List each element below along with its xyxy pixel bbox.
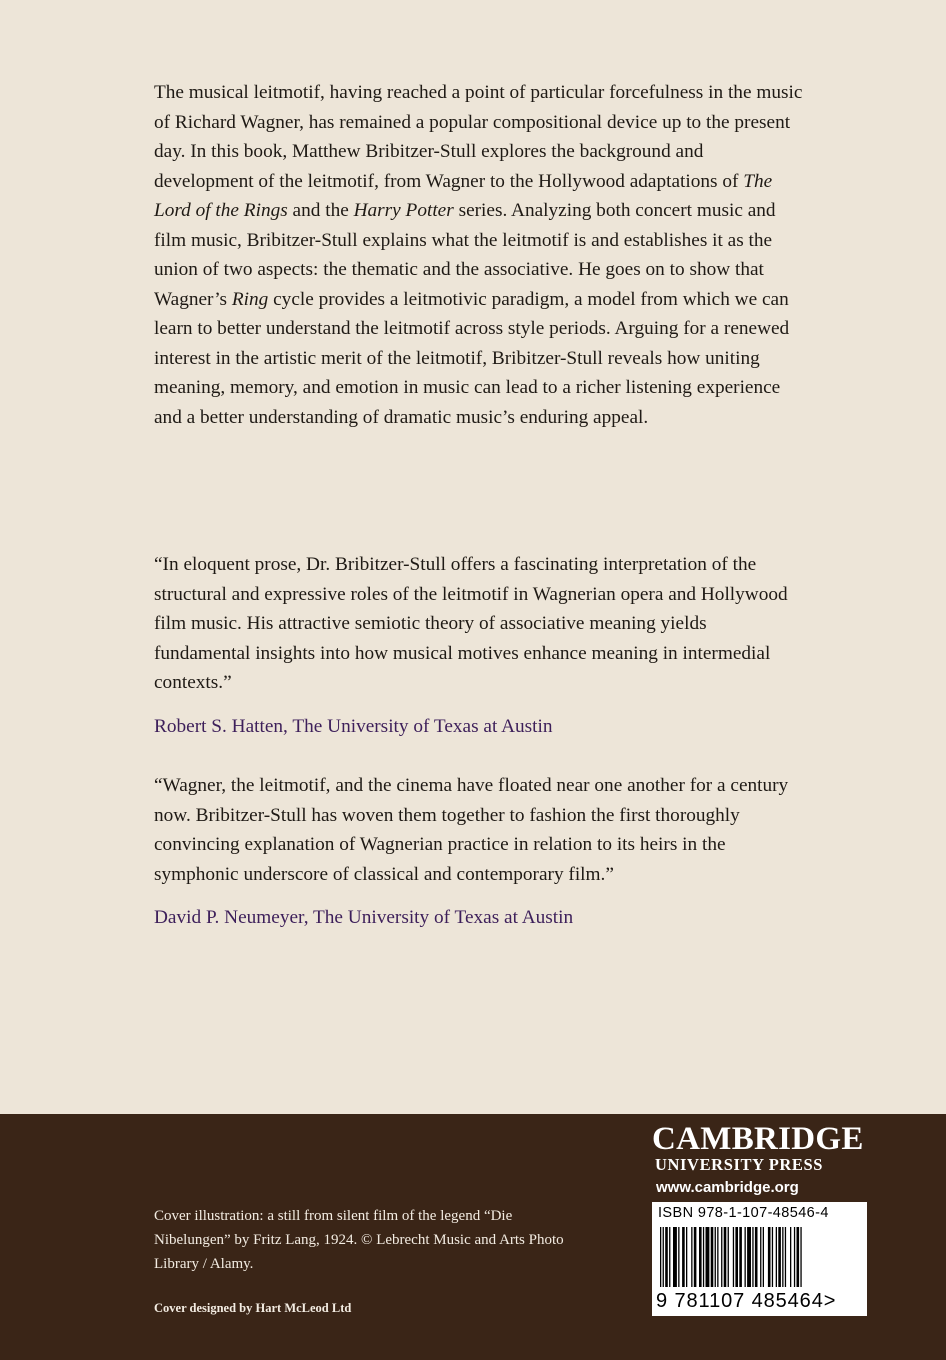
publisher-logo-subtitle: UNIVERSITY PRESS [655,1155,824,1174]
barcode-number [656,1288,836,1314]
description-title-ring: Ring [231,288,269,310]
cover-designer-credit: Cover designed by Hart McLeod Ltd [154,1301,352,1315]
description-title-lotr: The Lord of the Rings [154,170,773,221]
description-text-2: and the [287,200,354,221]
description-text-1: The musical leitmotif, having reached a point of particular forcefulness in the music of Richard Wagner, has remained a popular compositional device up to the present day. In this book, Matthew Bribitzer-Stull explores the background and development of the leitmotif, from Wagner to the Hollywood adaptations of [154,82,803,192]
footer-band [0,1114,946,1360]
description-text-4: cycle provides a leitmotivic paradigm, a model from which we can learn to better understand the leitmotif across style periods. Arguing for a renewed interest in the artistic merit of the leitmotif, Bribitzer-Stull reveals how uniting meaning, memory, and emotion in music can lead to a richer listening experience and a better understanding of dramatic music’s enduring appeal. [154,288,790,428]
endorsement-author-1: Robert S. Hatten, The University of Texas at Austin [154,716,553,737]
endorsement-author-2: David P. Neumeyer, The University of Texas at Austin [154,907,574,928]
isbn-label: ISBN 978-1-107-48546-4 [658,1205,829,1221]
publisher-logo-name: CAMBRIDGE [652,1121,864,1157]
barcode-bars-icon [658,1227,861,1287]
publisher-website: www.cambridge.org [656,1179,799,1196]
endorsement-quote-2: “Wagner, the leitmotif, and the cinema have floated near one another for a century now. Bribitzer-Stull has woven them together to fashion the first thoroughly convincing explanation of Wagnerian practice in relation to its heirs in the symphonic underscore of classical and contemporary film.” [154,775,789,885]
endorsement-quote-1: “In eloquent prose, Dr. Bribitzer-Stull offers a fascinating interpretation of the structural and expressive roles of the leitmotif in Wagnerian opera and Hollywood film music. His attractive semiotic theory of associative meaning yields fundamental insights into how musical motives enhance meaning in intermedial contexts.” [154,554,788,693]
description-text-3: series. Analyzing both concert music and film music, Bribitzer-Stull explains what the leitmotif is and establishes it as the union of two aspects: the thematic and the associative. He goes on to show that Wagner’s [154,200,776,310]
barcode-digits-text: 9 781107 485464 [656,1290,824,1312]
book-description [154,78,804,432]
isbn-barcode [652,1202,867,1316]
barcode-arrow-icon: > [823,1290,837,1312]
cover-illustration-credit: Cover illustration: a still from silent film of the legend “Die Nibelungen” by Fritz Lang, 1924. © Lebrecht Music and Arts Photo Library / Alamy. [154,1208,564,1272]
description-title-hp: Harry Potter [353,200,454,221]
